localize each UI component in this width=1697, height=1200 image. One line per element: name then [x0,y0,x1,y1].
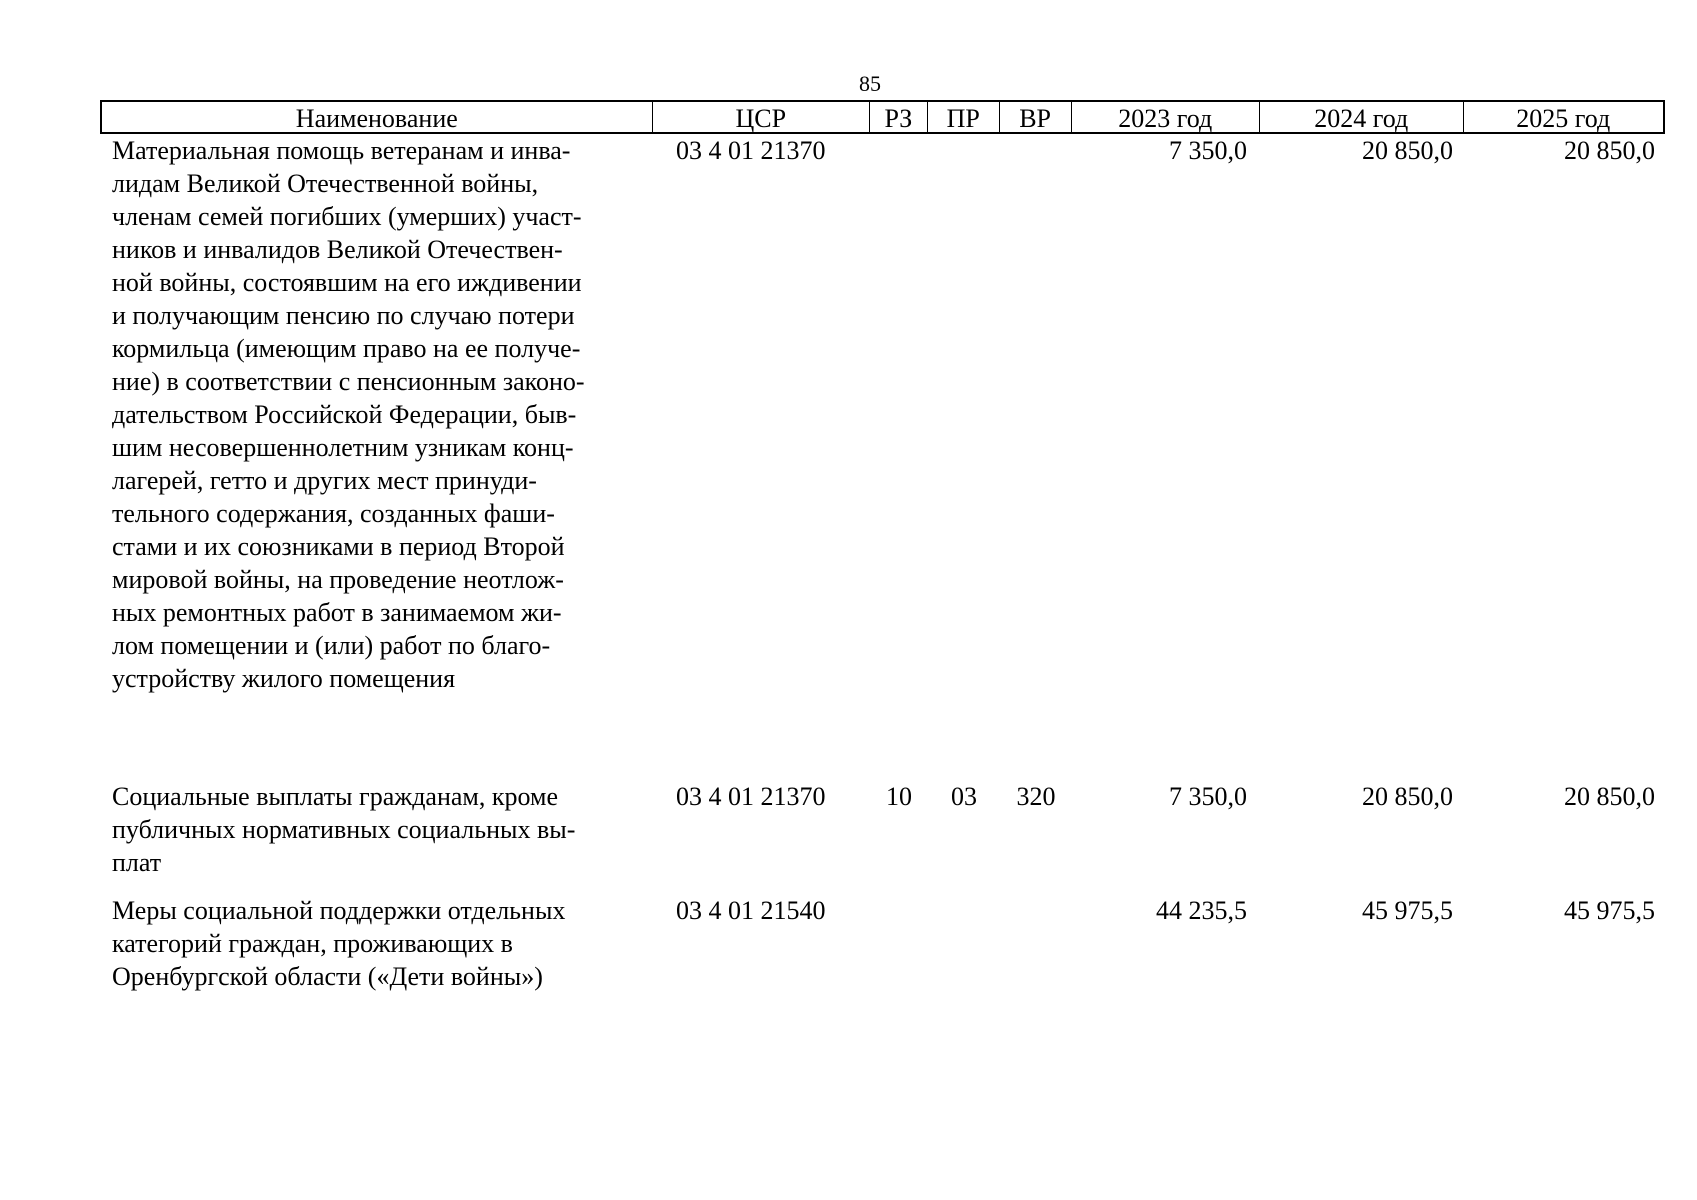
row-csr: 03 4 01 21370 [676,782,826,811]
row-name-line: мировой войны, на проведение неотлож- [112,565,564,594]
row-name-line: ние) в соответствии с пенсионным законо- [112,367,585,396]
row-pr: 03 [951,782,977,811]
row-name-line: категорий граждан, проживающих в [112,929,513,958]
header-2023: 2023 год [1072,102,1261,132]
header-name: Наименование [102,102,653,132]
row-name-line: лом помещении и (или) работ по благо- [112,631,551,660]
table-header [100,100,1665,134]
row-name [100,780,652,879]
row-name [100,894,652,993]
table-row [100,134,1665,695]
row-name-line: шим несовершеннолетним узникам конц- [112,433,574,462]
row-2024: 45 975,5 [1362,896,1453,925]
row-vr [1000,134,1072,695]
row-name-line: лидам Великой Отечественной войны, [112,169,539,198]
row-name-line: ных ремонтных работ в занимаемом жи- [112,598,562,627]
header-csr: ЦСР [653,102,870,132]
row-2025: 45 975,5 [1564,896,1655,925]
row-vr [1000,894,1072,993]
row-name-line: Меры социальной поддержки отдельных [112,896,566,925]
row-csr: 03 4 01 21540 [676,896,826,925]
row-2024: 20 850,0 [1362,136,1453,165]
row-csr: 03 4 01 21370 [676,136,826,165]
row-name-line: стами и их союзниками в период Второй [112,532,565,561]
row-rz [870,894,928,993]
header-2024: 2024 год [1260,102,1463,132]
row-2023: 7 350,0 [1169,782,1247,811]
page-number: 85 [859,71,881,96]
row-name-line: ников и инвалидов Великой Отечествен- [112,235,563,264]
row-rz: 10 [886,782,912,811]
row-2025: 20 850,0 [1564,136,1655,165]
row-name-line: Оренбургской области («Дети войны») [112,962,543,991]
row-name-line: членам семей погибших (умерших) участ- [112,202,582,231]
row-2023: 7 350,0 [1169,136,1247,165]
row-rz [870,134,928,695]
row-name [100,134,652,695]
row-2025: 20 850,0 [1564,782,1655,811]
header-pr: ПР [928,102,1000,132]
row-name-line: плат [112,848,162,877]
header-rz: РЗ [870,102,928,132]
row-pr [928,134,1000,695]
row-name-line: Социальные выплаты гражданам, кроме [112,782,558,811]
row-name-line: публичных нормативных социальных вы- [112,815,576,844]
table-row [100,894,1665,993]
row-name-line: кормильца (имеющим право на ее получе- [112,334,581,363]
table-row [100,780,1665,879]
row-vr: 320 [1016,782,1056,811]
row-name-line: тельного содержания, созданных фаши- [112,499,555,528]
row-name-line: лагерей, гетто и других мест принуди- [112,466,537,495]
row-name-line: и получающим пенсию по случаю потери [112,301,575,330]
row-pr [928,894,1000,993]
row-name-line: дательством Российской Федерации, быв- [112,400,577,429]
row-name-line: устройству жилого помещения [112,664,456,693]
header-vr: ВР [1000,102,1072,132]
header-2025: 2025 год [1516,104,1611,132]
row-2023: 44 235,5 [1156,896,1247,925]
row-name-line: Материальная помощь ветеранам и инва- [112,136,571,165]
row-name-line: ной войны, состоявшим на его иждивении [112,268,582,297]
row-2024: 20 850,0 [1362,782,1453,811]
